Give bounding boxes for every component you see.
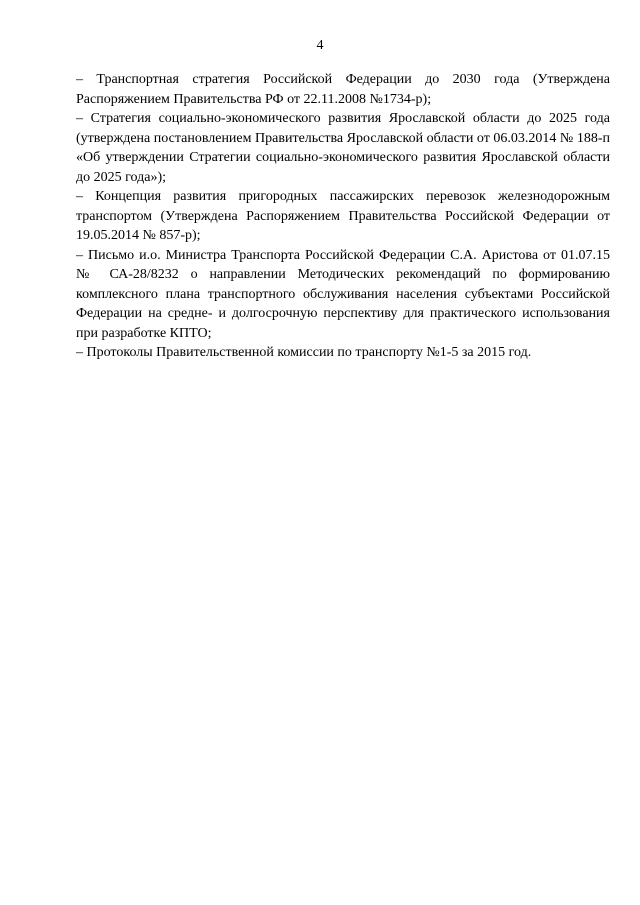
list-item: – Концепция развития пригородных пассажирских перевозок железнодорожным транспортом (Утверждена Распоряжением Правительства Российской Федерации от 19.05.2014 № 857-р); (76, 189, 610, 243)
list-item: – Протоколы Правительственной комиссии по транспорту №1-5 за 2015 год. (76, 345, 532, 360)
page-number: 4 (316, 38, 324, 53)
list-item: – Транспортная стратегия Российской Федерации до 2030 года (Утверждена Распоряжением Правительства РФ от 22.11.2008 №1734-р); (76, 72, 610, 107)
document-list (76, 70, 610, 363)
list-item: – Письмо и.о. Министра Транспорта Российской Федерации С.А. Аристова от 01.07.15 № СА-28/8232 о направлении Методических рекомендаций по формированию комплексного плана транспортного обслуживания населения субъектами Российской Федерации на средне- и долгосрочную перспективу для практического использования при разработке КПТО; (76, 247, 610, 341)
list-item: – Стратегия социально-экономического развития Ярославской области до 2025 года (утверждена постановлением Правительства Ярославской области от 06.03.2014 № 188-п «Об утверждении Стратегии социально-экономического развития Ярославской области до 2025 года»); (76, 111, 610, 185)
